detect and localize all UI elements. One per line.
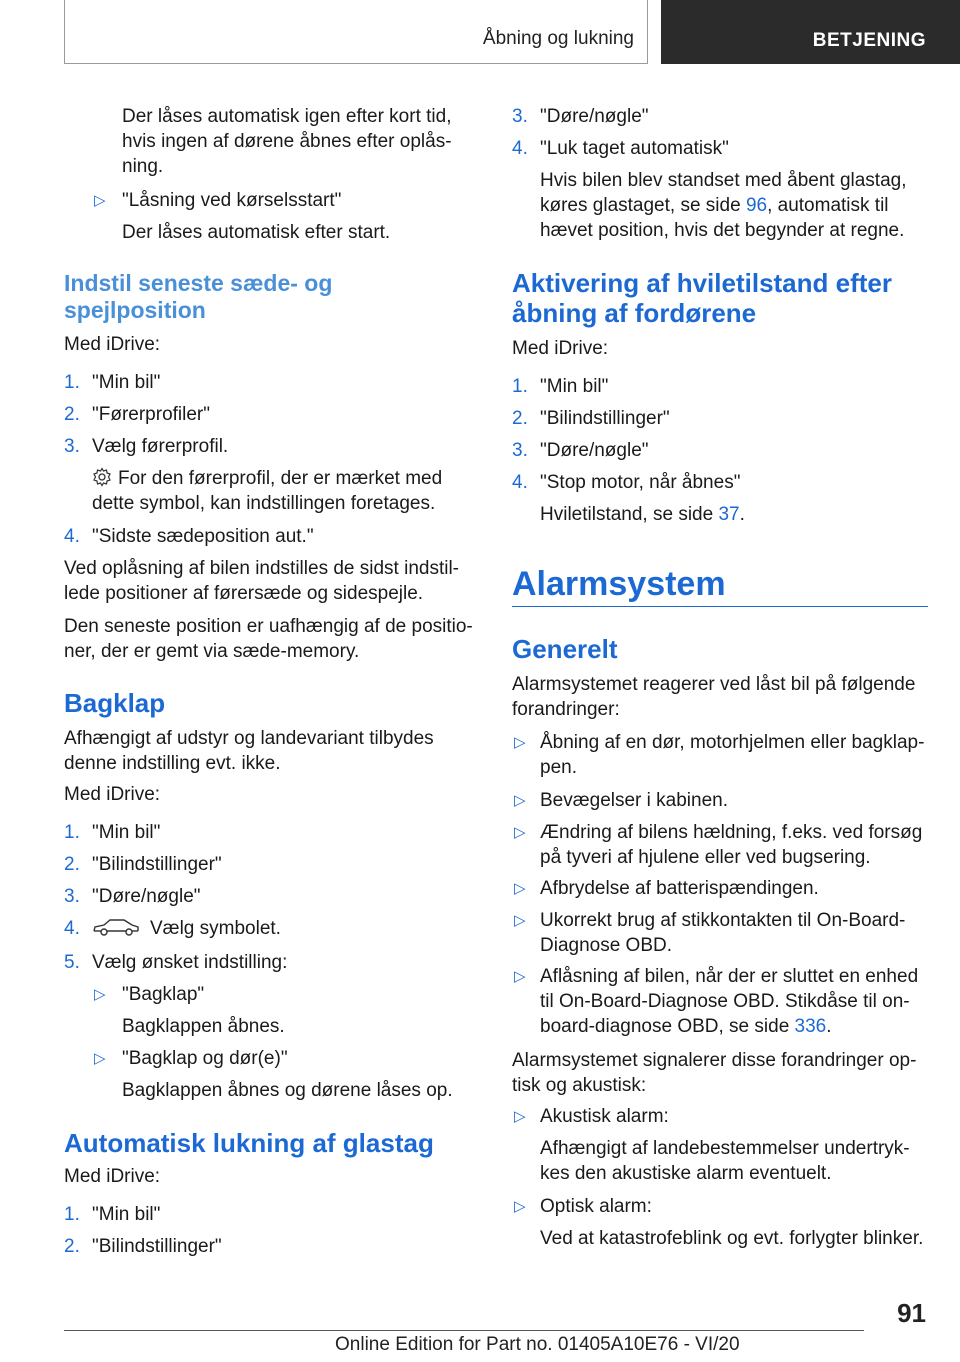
step-number: 4. bbox=[512, 472, 528, 493]
step-number: 4. bbox=[512, 138, 528, 159]
paragraph: Afhængigt af udstyr og landevariant tilbydes denne indstilling evt. ikke. bbox=[64, 728, 434, 774]
list-item bbox=[64, 1234, 474, 1259]
paragraph: Ved oplåsning af bilen indstilles de sidst indstil-lede positioner af førersæde og sidespejle. bbox=[64, 558, 460, 604]
list-item bbox=[64, 188, 474, 213]
list-item bbox=[512, 406, 928, 431]
list-item-label: Optisk alarm: bbox=[540, 1196, 652, 1217]
step-text: "Døre/nøgle" bbox=[92, 886, 201, 907]
list-item bbox=[512, 438, 928, 463]
step-text: "Min bil" bbox=[540, 376, 609, 397]
section-title: Åbning og lukning bbox=[482, 28, 634, 49]
list-item bbox=[512, 374, 928, 399]
paragraph: Den seneste position er uafhængig af de positio-ner, der er gemt via sæde-memory. bbox=[64, 616, 473, 662]
chapter-tab bbox=[661, 0, 960, 64]
section-heading: Automatisk lukning af glastag bbox=[64, 1128, 434, 1158]
car-icon bbox=[92, 917, 140, 937]
step-number: 1. bbox=[64, 1204, 80, 1225]
list-item-label: "Bagklap og dør(e)" bbox=[122, 1048, 288, 1069]
triangle-right-icon: ▷ bbox=[514, 1108, 526, 1125]
list-item bbox=[512, 470, 928, 495]
heading-rule bbox=[512, 606, 928, 607]
step-number: 4. bbox=[64, 526, 80, 547]
list-item bbox=[512, 730, 928, 780]
triangle-right-icon: ▷ bbox=[514, 1198, 526, 1215]
section-heading: Indstil seneste sæde- og spejlposition bbox=[64, 270, 333, 323]
note bbox=[64, 466, 474, 516]
section-heading: Aktivering af hviletilstand efter åbning af fordørene bbox=[512, 268, 892, 328]
note bbox=[512, 502, 928, 527]
paragraph: Der låses automatisk igen efter kort tid, hvis ingen af dørene åbnes efter oplås-ning. bbox=[122, 106, 452, 177]
step-number: 1. bbox=[64, 372, 80, 393]
note-text: For den førerprofil, der er mærket med dette symbol, kan indstillingen foretages. bbox=[92, 468, 443, 514]
step-number: 4. bbox=[64, 918, 80, 939]
step-number: 3. bbox=[512, 440, 528, 461]
step-text: "Døre/nøgle" bbox=[540, 440, 649, 461]
step-text: "Stop motor, når åbnes" bbox=[540, 472, 741, 493]
step-text: "Bilindstillinger" bbox=[540, 408, 670, 429]
step-number: 2. bbox=[64, 854, 80, 875]
paragraph: Med iDrive: bbox=[64, 1166, 161, 1187]
triangle-right-icon: ▷ bbox=[514, 734, 526, 751]
list-item bbox=[64, 982, 474, 1007]
step-text: "Sidste sædeposition aut." bbox=[92, 526, 314, 547]
paragraph: Afhængigt af landebestemmelser undertryk-kes den akustiske alarm eventuelt. bbox=[540, 1138, 910, 1184]
list-item bbox=[64, 402, 474, 427]
chapter-heading: Alarmsystem bbox=[512, 565, 726, 603]
list-item bbox=[64, 434, 474, 459]
note-text: Hvis bilen blev standset med åbent glastag, køres glastaget, se side bbox=[540, 170, 907, 216]
list-item-text: Bevægelser i kabinen. bbox=[540, 790, 728, 811]
edition-text: Online Edition for Part no. 01405A10E76 - VI/20 bbox=[335, 1334, 740, 1355]
note-text: Hviletilstand, se side bbox=[540, 504, 719, 525]
list-item bbox=[64, 916, 474, 941]
list-item bbox=[512, 820, 928, 870]
step-text: "Døre/nøgle" bbox=[540, 106, 649, 127]
step-text: "Førerprofiler" bbox=[92, 404, 210, 425]
list-item bbox=[64, 1046, 474, 1071]
page-number: 91 bbox=[897, 1298, 926, 1328]
step-text: "Min bil" bbox=[92, 1204, 161, 1225]
triangle-right-icon: ▷ bbox=[514, 792, 526, 809]
triangle-right-icon: ▷ bbox=[514, 824, 526, 841]
list-item bbox=[512, 1194, 928, 1219]
list-item bbox=[512, 104, 928, 129]
list-item bbox=[512, 136, 928, 161]
note-text: . bbox=[739, 504, 745, 525]
step-text: "Bilindstillinger" bbox=[92, 1236, 222, 1257]
step-number: 5. bbox=[64, 952, 80, 973]
triangle-right-icon: ▷ bbox=[514, 912, 526, 929]
page-link[interactable]: 96 bbox=[745, 195, 768, 216]
paragraph: Der låses automatisk efter start. bbox=[122, 222, 391, 243]
paragraph: Alarmsystemet reagerer ved låst bil på følgende forandringer: bbox=[512, 674, 916, 720]
list-item-text-part: . bbox=[826, 1016, 832, 1037]
step-number: 2. bbox=[64, 404, 80, 425]
step-text: Vælg symbolet. bbox=[150, 918, 281, 939]
paragraph: Bagklappen åbnes. bbox=[122, 1016, 285, 1037]
paragraph: Med iDrive: bbox=[64, 784, 161, 805]
step-number: 1. bbox=[64, 822, 80, 843]
section-heading: Generelt bbox=[512, 634, 618, 664]
paragraph: Med iDrive: bbox=[64, 334, 161, 355]
list-item bbox=[512, 788, 928, 813]
list-item bbox=[512, 964, 928, 1039]
list-item bbox=[64, 852, 474, 877]
list-item-text: Ukorrekt brug af stikkontakten til On-Board-Diagnose OBD. bbox=[540, 910, 906, 956]
list-item-text: Åbning af en dør, motorhjelmen eller bagklap-pen. bbox=[540, 732, 925, 778]
paragraph: Alarmsystemet signalerer disse forandringer op-tisk og akustisk: bbox=[512, 1050, 917, 1096]
list-item-text: Ændring af bilens hældning, f.eks. ved forsøg på tyveri af hjulene eller ved bugsering. bbox=[540, 822, 923, 868]
triangle-right-icon: ▷ bbox=[94, 1050, 106, 1067]
list-item bbox=[64, 370, 474, 395]
paragraph: Med iDrive: bbox=[512, 338, 609, 359]
list-item bbox=[64, 884, 474, 909]
list-item bbox=[512, 1104, 928, 1129]
triangle-right-icon: ▷ bbox=[514, 880, 526, 897]
list-item bbox=[64, 820, 474, 845]
list-item-text: Afbrydelse af batterispændingen. bbox=[540, 878, 819, 899]
step-number: 3. bbox=[512, 106, 528, 127]
step-text: "Bilindstillinger" bbox=[92, 854, 222, 875]
list-item-text bbox=[512, 964, 928, 1039]
section-heading: Bagklap bbox=[64, 688, 166, 718]
step-number: 2. bbox=[512, 408, 528, 429]
page-link[interactable]: 37 bbox=[718, 504, 740, 525]
list-item bbox=[64, 524, 474, 549]
triangle-right-icon: ▷ bbox=[94, 986, 106, 1003]
step-number: 3. bbox=[64, 886, 80, 907]
list-item-label: "Låsning ved kørselsstart" bbox=[122, 190, 342, 211]
list-item bbox=[512, 908, 928, 958]
step-text: "Luk taget automatisk" bbox=[540, 138, 729, 159]
list-item bbox=[512, 876, 928, 901]
step-number: 1. bbox=[512, 376, 528, 397]
note bbox=[512, 168, 928, 243]
list-item-label: Akustisk alarm: bbox=[540, 1106, 669, 1127]
chapter-title: BETJENING bbox=[812, 30, 926, 51]
paragraph: Bagklappen åbnes og dørene låses op. bbox=[122, 1080, 453, 1101]
step-text: "Min bil" bbox=[92, 822, 161, 843]
step-text: "Min bil" bbox=[92, 372, 161, 393]
step-number: 3. bbox=[64, 436, 80, 457]
step-number: 2. bbox=[64, 1236, 80, 1257]
step-text: Vælg førerprofil. bbox=[92, 436, 229, 457]
list-item bbox=[64, 1202, 474, 1227]
triangle-right-icon: ▷ bbox=[514, 968, 526, 985]
note-text: , automatisk til hævet position, hvis det begynder at regne. bbox=[540, 195, 905, 241]
gear-icon bbox=[92, 467, 112, 487]
triangle-right-icon: ▷ bbox=[94, 192, 106, 209]
list-item-text-part: Aflåsning af bilen, når der er sluttet en enhed til On-Board-Diagnose OBD. Stikdåse til on-board-diagnose OBD, se side bbox=[540, 966, 919, 1037]
paragraph: Ved at katastrofeblink og evt. forlygter blinker. bbox=[540, 1228, 924, 1249]
list-item-label: "Bagklap" bbox=[122, 984, 205, 1005]
page-link[interactable]: 336 bbox=[794, 1016, 827, 1037]
step-text: Vælg ønsket indstilling: bbox=[92, 952, 288, 973]
footer-rule bbox=[64, 1330, 864, 1331]
list-item bbox=[64, 950, 474, 975]
